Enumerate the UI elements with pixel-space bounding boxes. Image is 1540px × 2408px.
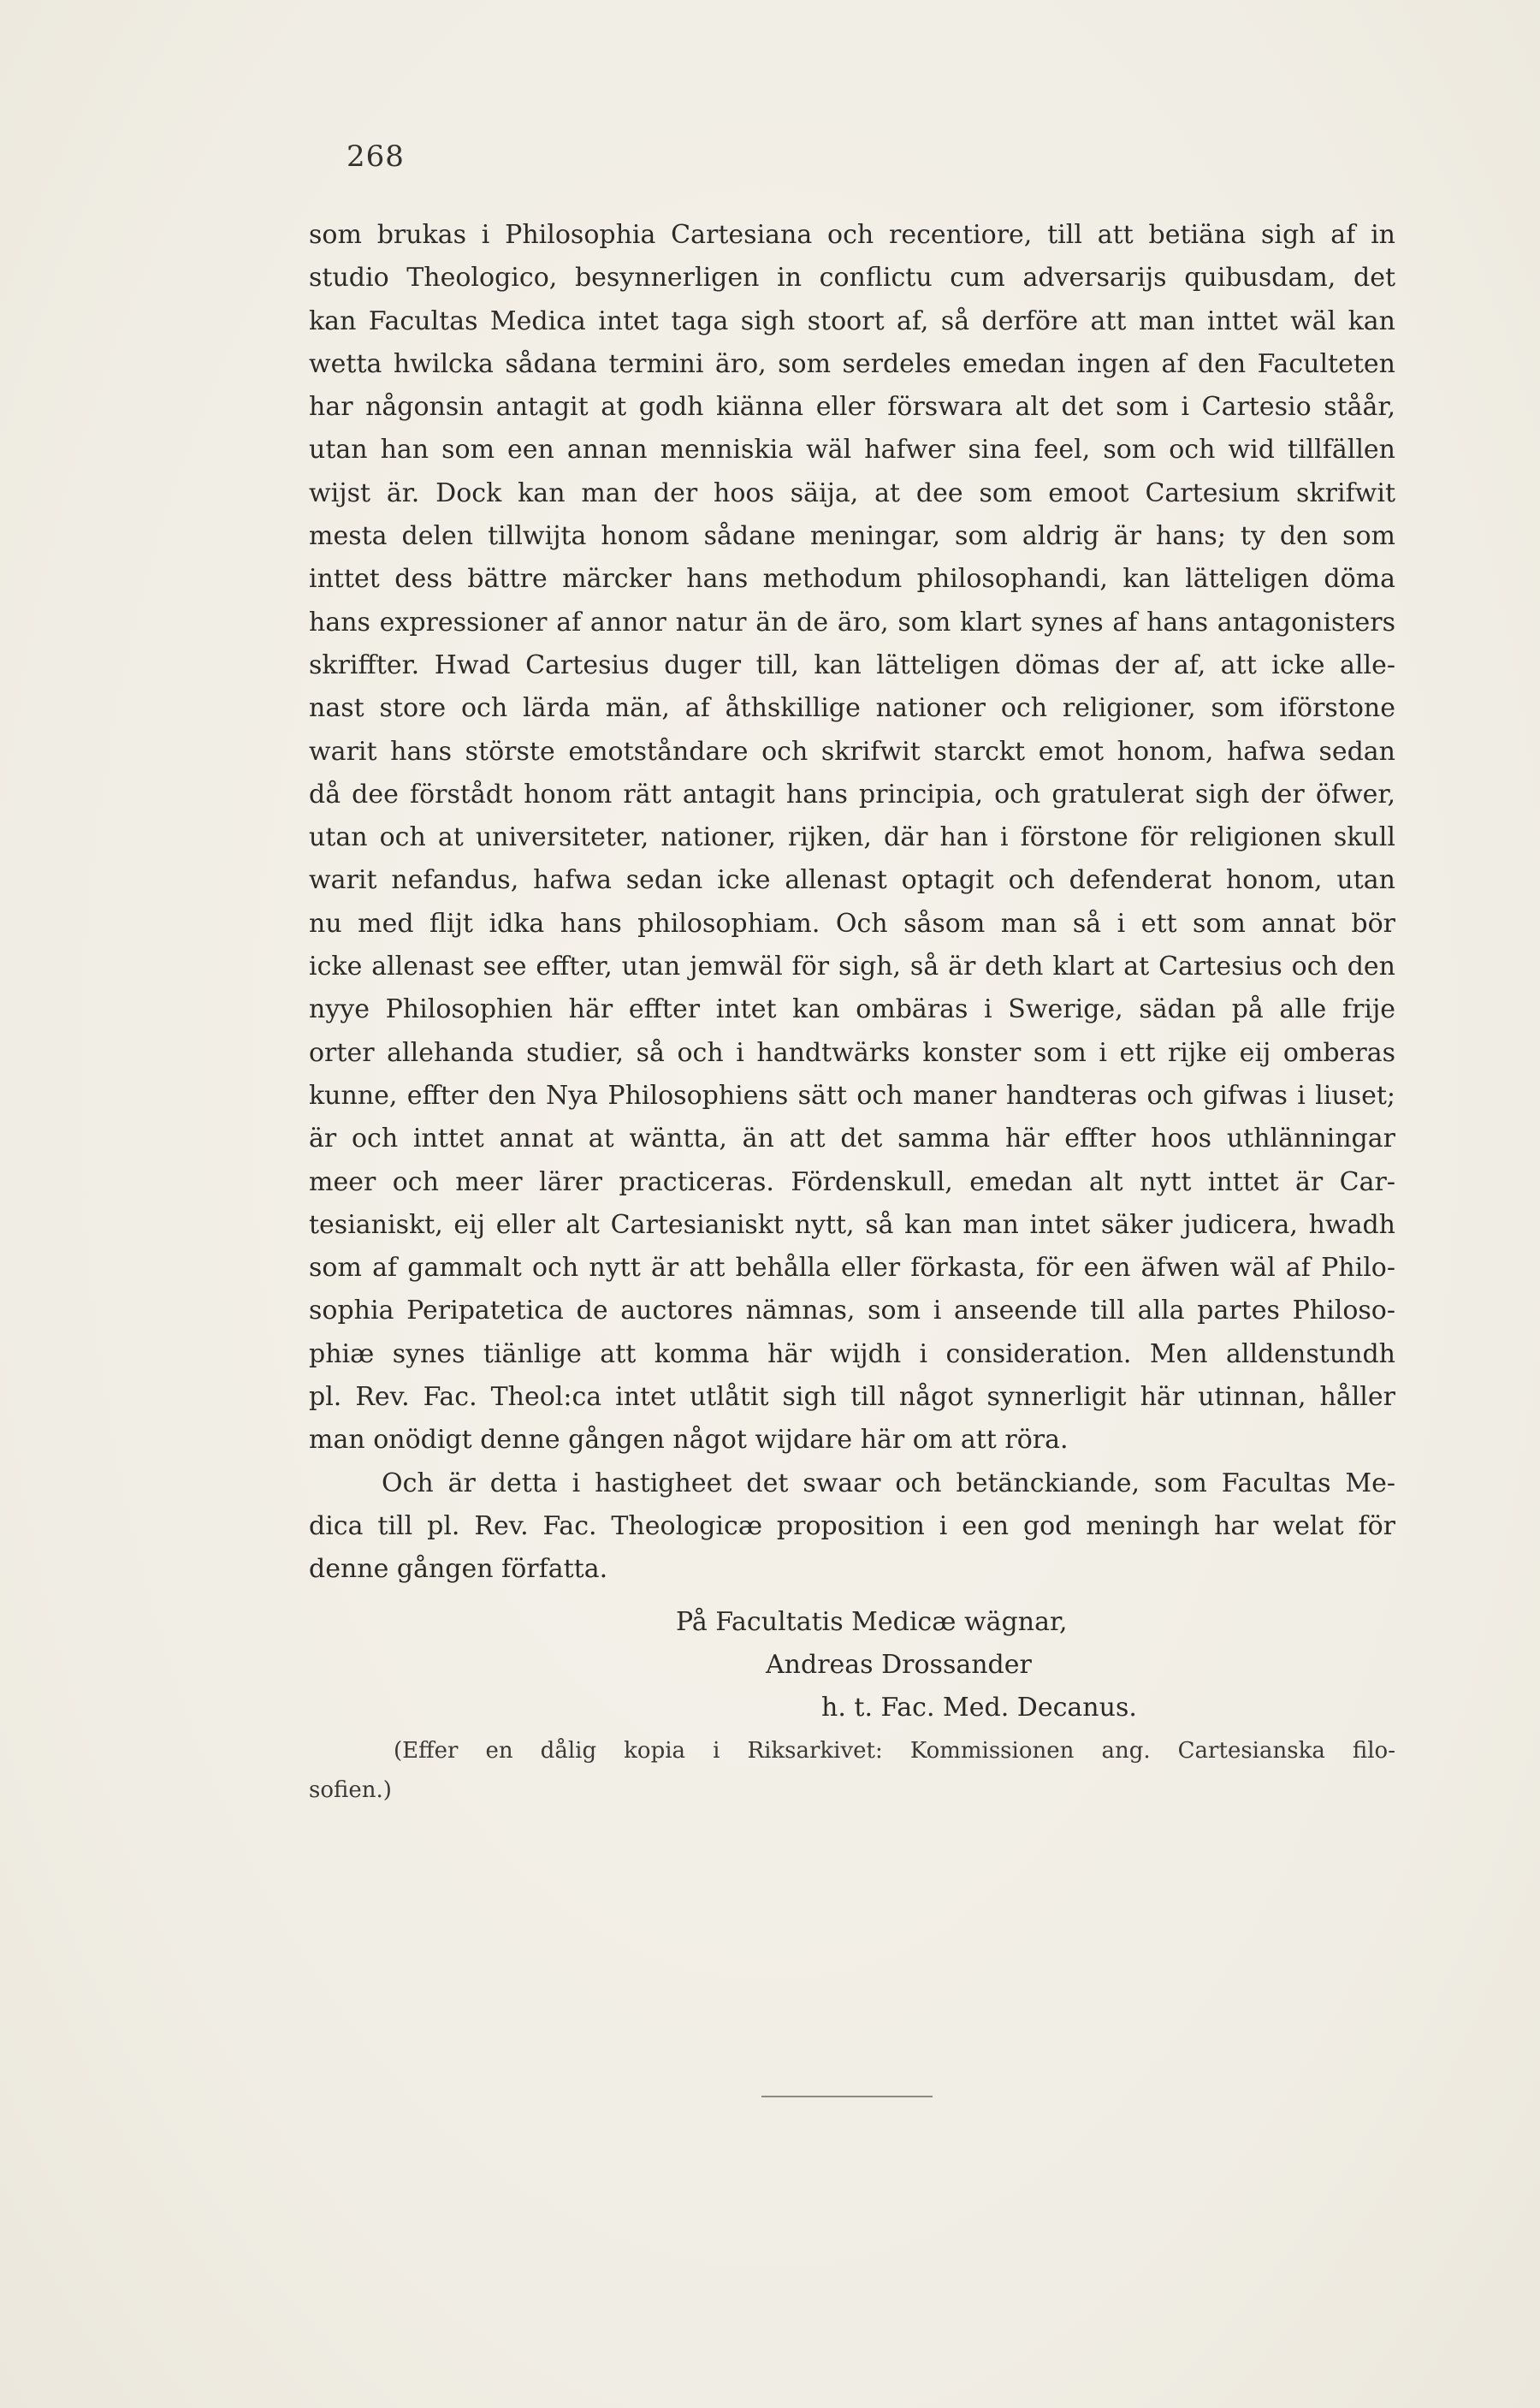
- body-line: som brukas i Philosophia Cartesiana och recentiore, till att betiäna sigh af in: [309, 220, 1395, 250]
- body-line: phiæ synes tiänlige att komma här wijdh i consideration. Men alldenstundh: [309, 1338, 1395, 1369]
- body-line: Och är detta i hastigheet det swaar och betänckiande, som Facultas Me-: [382, 1468, 1395, 1498]
- body-line: nyye Philosophien här effter intet kan ombäras i Swerige, sädan på alle frije: [309, 994, 1395, 1025]
- body-line: har någonsin antagit at godh kiänna eller förswara alt det som i Cartesio ståår,: [309, 392, 1395, 423]
- body-line: tesianiskt, eij eller alt Cartesianiskt nytt, så kan man intet säker judicera, hwadh: [309, 1209, 1395, 1240]
- body-line: kan Facultas Medica intet taga sigh stoort af, så derföre att man inttet wäl kan: [309, 305, 1395, 336]
- page-number: 268: [346, 139, 405, 174]
- body-line: man onödigt denne gången något wijdare här om att röra.: [309, 1425, 1069, 1456]
- body-line: studio Theologico, besynnerligen in conflictu cum adversarijs quibusdam, det: [309, 263, 1395, 294]
- body-line: wetta hwilcka sådana termini äro, som serdeles emedan ingen af den Faculteten: [309, 348, 1395, 379]
- signature-name: Andreas Drossander: [766, 1650, 1032, 1680]
- body-line: wijst är. Dock kan man der hoos säija, at dee som emoot Cartesium skrifwit: [309, 477, 1395, 508]
- source-note: [309, 1731, 1395, 1810]
- body-line: warit hans störste emotståndare och skrifwit starckt emot honom, hafwa sedan: [309, 736, 1395, 767]
- body-line: utan och at universiteter, nationer, rijken, där han i förstone för religionen skull: [309, 822, 1395, 853]
- signature-line: På Facultatis Medicæ wägnar,: [676, 1607, 1068, 1637]
- body-line: meer och meer lärer practiceras. Fördenskull, emedan alt nytt inttet är Car-: [309, 1166, 1395, 1197]
- body-line: kunne, effter den Nya Philosophiens sätt och maner handteras och gifwas i liuset;: [309, 1080, 1395, 1111]
- body-line: då dee förstådt honom rätt antagit hans principia, och gratulerat sigh der öfwer,: [309, 779, 1395, 810]
- body-line: som af gammalt och nytt är att behålla eller förkasta, för een äfwen wäl af Philo-: [309, 1253, 1395, 1284]
- body-text: [309, 214, 1395, 1592]
- body-line: utan han som een annan menniskia wäl hafwer sina feel, som och wid tillfällen: [309, 435, 1395, 466]
- body-line: pl. Rev. Fac. Theol:ca intet utlåtit sigh till något synnerligit här utinnan, håller: [309, 1382, 1395, 1413]
- note-line: (Effer en dålig kopia i Riksarkivet: Kommissionen ang. Cartesianska filo-: [394, 1738, 1395, 1764]
- section-divider: [761, 2096, 933, 2097]
- body-line: hans expressioner af annor natur än de äro, som klart synes af hans antagonisters: [309, 607, 1395, 638]
- body-line: dica till pl. Rev. Fac. Theologicæ proposition i een god meningh har welat för: [309, 1510, 1395, 1541]
- body-line: orter allehanda studier, så och i handtwärks konster som i ett rijke eij omberas: [309, 1037, 1395, 1068]
- body-line: sophia Peripatetica de auctores nämnas, som i anseende till alla partes Philoso-: [309, 1296, 1395, 1326]
- body-line: mesta delen tillwijta honom sådane meningar, som aldrig är hans; ty den som: [309, 521, 1395, 552]
- body-line: denne gången författa.: [309, 1554, 608, 1585]
- body-line: icke allenast see effter, utan jemwäl för sigh, så är deth klart at Cartesius och den: [309, 952, 1395, 982]
- body-line: är och inttet annat at wäntta, än att det samma här effter hoos uthlänningar: [309, 1124, 1395, 1154]
- body-line: nu med flijt idka hans philosophiam. Och såsom man så i ett som annat bör: [309, 908, 1395, 939]
- body-line: inttet dess bättre märcker hans methodum philosophandi, kan lätteligen döma: [309, 564, 1395, 595]
- body-line: nast store och lärda män, af åthskillige nationer och religioner, som iförstone: [309, 693, 1395, 724]
- signature-title: h. t. Fac. Med. Decanus.: [821, 1693, 1137, 1723]
- body-line: skriffter. Hwad Cartesius duger till, kan lätteligen dömas der af, att icke alle-: [309, 649, 1395, 680]
- note-line: sofien.): [309, 1777, 392, 1803]
- body-line: warit nefandus, hafwa sedan icke allenast optagit och defenderat honom, utan: [309, 865, 1395, 896]
